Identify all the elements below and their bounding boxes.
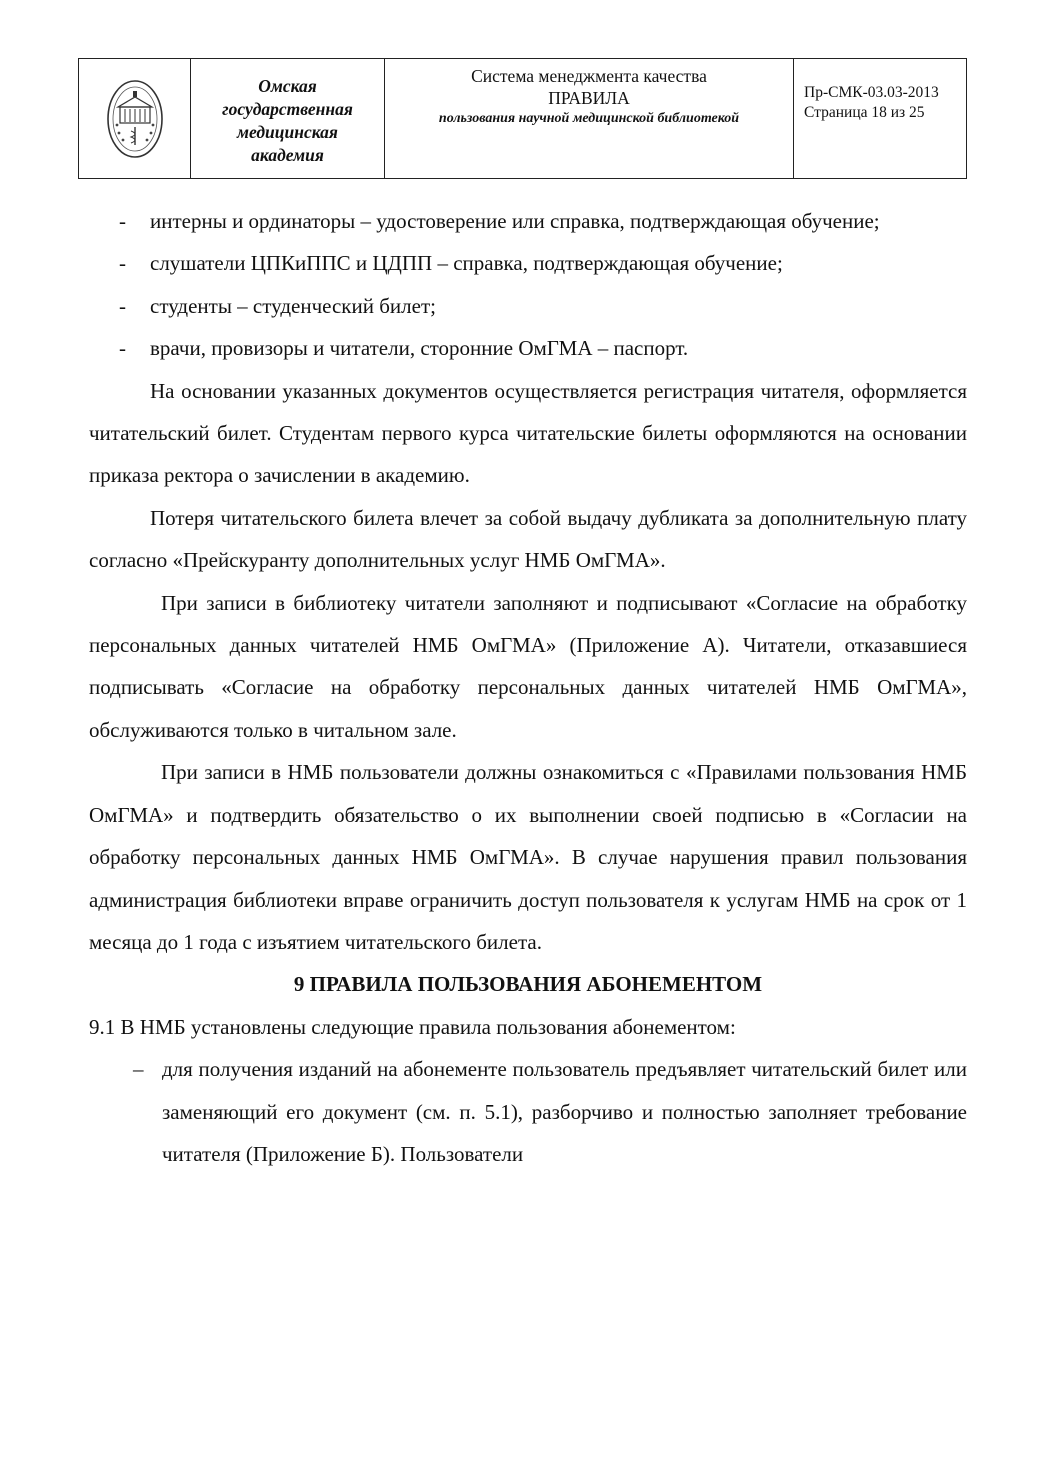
system-title: Система менеджмента качества	[471, 66, 707, 86]
organization-line: Омская	[258, 75, 317, 96]
list-item-text: интерны и ординаторы – удостоверение или справка, подтверждающая обучение;	[150, 209, 880, 233]
organization-line: медицинская	[237, 121, 338, 142]
paragraph: Потеря читательского билета влечет за собой выдачу дубликата за дополнительную плату согласно «Прейскуранту дополнительных услуг НМБ ОмГМА».	[89, 505, 967, 573]
list-item	[89, 200, 967, 242]
list-item	[89, 1048, 967, 1175]
paragraph: При записи в библиотеку читатели заполняют и подписывают «Согласие на обработку персональных данных читателей НМБ ОмГМА» (Приложение А). Читатели, отказавшиеся подписывать «Согласие на обработку персональных данных читателей НМБ ОмГМА», обслуживаются только в читальном зале.	[89, 590, 967, 742]
list-item	[89, 242, 967, 284]
academy-emblem-icon	[105, 77, 165, 161]
list-item-text: студенты – студенческий билет;	[150, 293, 436, 318]
organization-line: академия	[251, 144, 324, 165]
paragraph: На основании указанных документов осуществляется регистрация читателя, оформляется читательский билет. Студентам первого курса читательские билеты оформляются на основании приказа ректора о зачислении в академию.	[89, 378, 967, 488]
document-body	[89, 200, 967, 1175]
list-item-text: врачи, провизоры и читатели, сторонние ОмГМА – паспорт.	[150, 336, 689, 361]
list-item	[89, 285, 967, 327]
paragraph: При записи в НМБ пользователи должны ознакомиться с «Правилами пользования НМБ ОмГМА» и подтвердить обязательство о их выполнении своей подписью в «Согласии на обработку персональных данных НМБ ОмГМА». В случае нарушения правил пользования администрация библиотеки вправе ограничить доступ пользователя к услугам НМБ на срок от 1 месяца до 1 года с изъятием читательского билета.	[89, 760, 967, 954]
list-dash: -	[119, 251, 126, 276]
document-subtitle: пользования научной медицинской библиотекой	[438, 111, 740, 126]
document-title-cell	[385, 59, 794, 178]
logo-cell	[79, 59, 191, 178]
organization-name	[191, 59, 385, 178]
document-code: Пр-СМК-03.03-2013	[804, 84, 939, 101]
list-item-text: слушатели ЦПКиППС и ЦДПП – справка, подтверждающая обучение;	[150, 251, 783, 276]
list-item	[89, 327, 967, 369]
document-header-table	[78, 58, 967, 179]
section-heading: 9 ПРАВИЛА ПОЛЬЗОВАНИЯ АБОНЕМЕНТОМ	[293, 972, 763, 997]
organization-line: государственная	[222, 98, 353, 119]
list-item-text: для получения изданий на абонементе пользователь предъявляет читательский билет или заменяющий его документ (см. п. 5.1), разборчиво и полностью заполняет требование читателя (Приложение Б). Пользователи	[162, 1057, 967, 1166]
document-type: ПРАВИЛА	[548, 88, 630, 108]
page-number: Страница 18 из 25	[804, 104, 925, 121]
list-dash: -	[119, 293, 126, 318]
list-dash: -	[119, 209, 126, 233]
section-intro: 9.1 В НМБ установлены следующие правила пользования абонементом:	[89, 1014, 736, 1039]
document-code-cell	[794, 59, 966, 178]
list-dash: -	[119, 336, 126, 361]
list-dash: –	[133, 1057, 144, 1082]
